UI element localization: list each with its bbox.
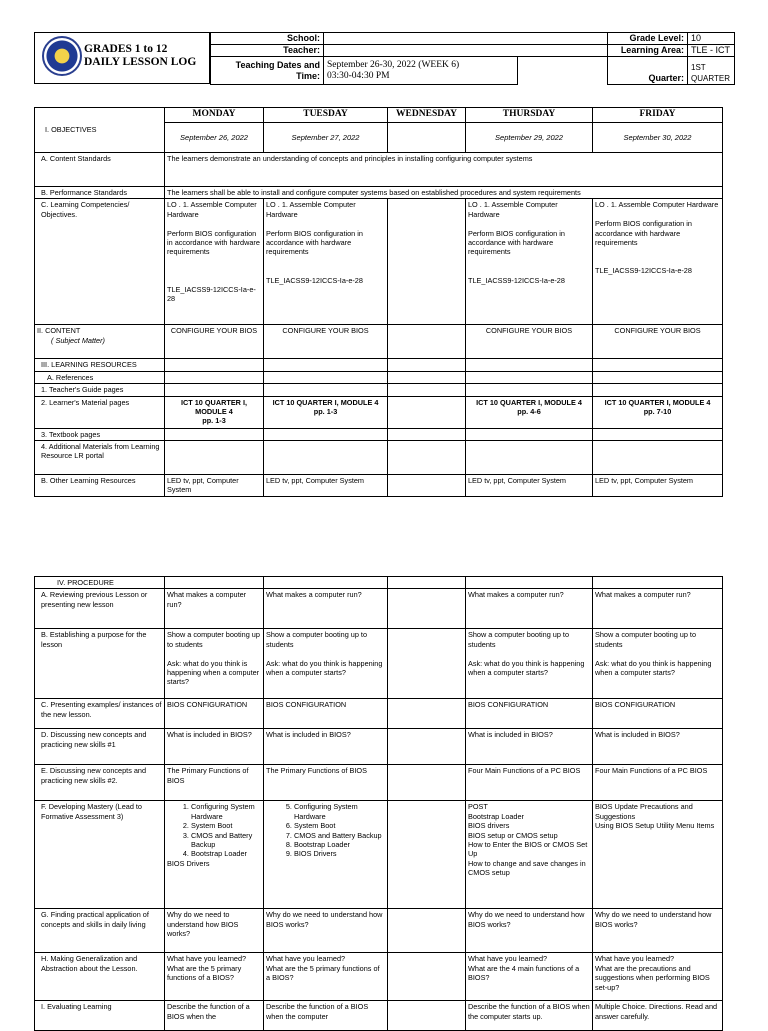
proc-i-friday: Multiple Choice. Directions. Read and answer carefully.: [593, 1001, 723, 1031]
proc-c-label: C. Presenting examples/ instances of the new lesson.: [35, 699, 165, 729]
proc-b-label: B. Establishing a purpose for the lesson: [35, 629, 165, 699]
proc-f-thursday: POST Bootstrap Loader BIOS drivers BIOS setup or CMOS setup How to Enter the BIOS or CMOS Set Up How to change and save changes in CMOS setup: [466, 801, 593, 909]
quarter-label: Quarter:: [608, 57, 688, 85]
list-item: 9. BIOS Drivers: [294, 849, 385, 858]
grade-value: 10: [688, 33, 735, 45]
proc-d-monday: What is included in BIOS?: [165, 729, 264, 765]
area-value: TLE - ICT: [688, 45, 735, 57]
day-wednesday: WEDNESDAY: [388, 108, 466, 123]
performance-standards-label: B. Performance Standards: [35, 187, 165, 199]
proc-c-thursday: BIOS CONFIGURATION: [466, 699, 593, 729]
school-label: School:: [211, 33, 324, 45]
doc-title: [84, 43, 196, 69]
list-item: 5. Configuring System Hardware: [294, 802, 385, 821]
proc-e-wednesday: [388, 765, 466, 801]
proc-g-wednesday: [388, 909, 466, 953]
proc-g-tuesday: Why do we need to understand how BIOS works?: [264, 909, 388, 953]
proc-b-friday: Show a computer booting up to students Ask: what do you think is happening when a computer starts?: [593, 629, 723, 699]
proc-g-thursday: Why do we need to understand how BIOS works?: [466, 909, 593, 953]
dates-label-2: Time:: [296, 70, 320, 81]
other-resources-label: B. Other Learning Resources: [35, 475, 165, 497]
date-wednesday: [388, 123, 466, 153]
proc-g-monday: Why do we need to understand how BIOS works?: [165, 909, 264, 953]
proc-c-friday: BIOS CONFIGURATION: [593, 699, 723, 729]
proc-i-wednesday: [388, 1001, 466, 1031]
competency-wednesday: [388, 199, 466, 325]
proc-h-label: H. Making Generalization and Abstraction about the Lesson.: [35, 953, 165, 1001]
content-tuesday: CONFIGURE YOUR BIOS: [264, 325, 388, 359]
materials-thursday: ICT 10 QUARTER I, MODULE 4 pp. 4-6: [466, 396, 593, 428]
list-item: 7. CMOS and Battery Backup: [294, 831, 385, 840]
day-tuesday: TUESDAY: [264, 108, 388, 123]
content-standards-text: The learners demonstrate an understanding of concepts and principles in installing configuring computer systems: [165, 153, 723, 187]
title-line-1: GRADES 1 to 12: [84, 43, 168, 55]
proc-b-tuesday: Show a computer booting up to students Ask: what do you think is happening when a computer starts?: [264, 629, 388, 699]
content-label-cell: [35, 325, 165, 359]
proc-i-thursday: Describe the function of a BIOS when the computer starts up.: [466, 1001, 593, 1031]
content-friday: CONFIGURE YOUR BIOS: [593, 325, 723, 359]
proc-d-thursday: What is included in BIOS?: [466, 729, 593, 765]
textbook-label: 3. Textbook pages: [35, 428, 165, 440]
proc-f-friday: BIOS Update Precautions and Suggestions Using BIOS Setup Utility Menu Items: [593, 801, 723, 909]
objectives-table: [34, 107, 723, 497]
competency-friday: LO . 1. Assemble Computer Hardware Perform BIOS configuration in accordance with hardware requirements TLE_IACSS9-12ICCS-Ia-e-28: [593, 199, 723, 325]
day-thursday: THURSDAY: [466, 108, 593, 123]
quarter-value: 1ST QUARTER: [688, 57, 735, 85]
list-item: 1. Configuring System Hardware: [191, 802, 261, 821]
proc-c-wednesday: [388, 699, 466, 729]
materials-label: 2. Learner's Material pages: [35, 396, 165, 428]
content-standards-label: A. Content Standards: [35, 153, 165, 187]
other-tuesday: LED tv, ppt, Computer System: [264, 475, 388, 497]
materials-friday: ICT 10 QUARTER I, MODULE 4 pp. 7-10: [593, 396, 723, 428]
teacher-value: [324, 45, 608, 57]
list-item: 3. CMOS and Battery Backup: [191, 831, 261, 850]
competency-monday: LO . 1. Assemble Computer Hardware Perform BIOS configuration in accordance with hardware requirements TLE_IACSS9-12ICCS-Ia-e-28: [165, 199, 264, 325]
proc-f-label: F. Developing Mastery (Lead to Formative Assessment 3): [35, 801, 165, 909]
dates-label: [211, 57, 324, 85]
title-line-2: DAILY LESSON LOG: [84, 56, 197, 68]
proc-h-friday: What have you learned? What are the precautions and suggestions when performing BIOS set-up?: [593, 953, 723, 1001]
other-friday: LED tv, ppt, Computer System: [593, 475, 723, 497]
competencies-label: C. Learning Competencies/ Objectives.: [35, 199, 165, 325]
dates-value-2: 03:30-04:30 PM: [327, 70, 390, 81]
proc-d-wednesday: [388, 729, 466, 765]
content-thursday: CONFIGURE YOUR BIOS: [466, 325, 593, 359]
content-monday: CONFIGURE YOUR BIOS: [165, 325, 264, 359]
proc-i-monday: Describe the function of a BIOS when the: [165, 1001, 264, 1031]
proc-d-label: D. Discussing new concepts and practicing new skills #1: [35, 729, 165, 765]
performance-standards-text: The learners shall be able to install and configure computer systems based on established procedures and system requirements: [165, 187, 723, 199]
proc-d-tuesday: What is included in BIOS?: [264, 729, 388, 765]
proc-b-monday: Show a computer booting up to students Ask: what do you think is happening when a computer starts?: [165, 629, 264, 699]
content-label: II. CONTENT: [37, 326, 81, 336]
tuesday-mastery-list: [266, 802, 385, 858]
proc-i-label: I. Evaluating Learning: [35, 1001, 165, 1031]
list-item: 2. System Boot: [191, 821, 261, 830]
proc-g-label: G. Finding practical application of concepts and skills in daily living: [35, 909, 165, 953]
proc-a-monday: What makes a computer run?: [165, 589, 264, 629]
proc-i-tuesday: Describe the function of a BIOS when the computer: [264, 1001, 388, 1031]
proc-a-label: A. Reviewing previous Lesson or presenting new lesson: [35, 589, 165, 629]
proc-d-friday: What is included in BIOS?: [593, 729, 723, 765]
proc-a-tuesday: What makes a computer run?: [264, 589, 388, 629]
references-label: A. References: [35, 371, 165, 383]
resources-label: III. LEARNING RESOURCES: [35, 359, 165, 371]
competency-thursday: LO . 1. Assemble Computer Hardware Perform BIOS configuration in accordance with hardware requirements TLE_IACSS9-12ICCS-Ia-e-28: [466, 199, 593, 325]
dates-label-1: Teaching Dates and: [235, 59, 320, 70]
proc-h-monday: What have you learned? What are the 5 primary functions of a BIOS?: [165, 953, 264, 1001]
date-thursday: September 29, 2022: [466, 123, 593, 153]
proc-h-tuesday: What have you learned? What are the 5 primary functions of a BIOS?: [264, 953, 388, 1001]
materials-wednesday: [388, 396, 466, 428]
proc-e-monday: The Primary Functions of BIOS: [165, 765, 264, 801]
proc-f-tuesday: [264, 801, 388, 909]
monday-mastery-tail: BIOS Drivers: [167, 858, 210, 868]
dates-value: [324, 57, 518, 85]
other-thursday: LED tv, ppt, Computer System: [466, 475, 593, 497]
list-item: 4. Bootstrap Loader: [191, 849, 261, 858]
header-table: [210, 32, 735, 85]
area-label: Learning Area:: [608, 45, 688, 57]
proc-b-wednesday: [388, 629, 466, 699]
teacher-label: Teacher:: [211, 45, 324, 57]
objectives-label: I. OBJECTIVES: [35, 108, 165, 153]
list-item: 8. Bootstrap Loader: [294, 840, 385, 849]
competency-tuesday: LO . 1. Assemble Computer Hardware Perform BIOS configuration in accordance with hardware requirements TLE_IACSS9-12ICCS-Ia-e-28: [264, 199, 388, 325]
procedure-table: [34, 576, 723, 1031]
day-monday: MONDAY: [165, 108, 264, 123]
other-monday: LED tv, ppt, Computer System: [165, 475, 264, 497]
content-sublabel: ( Subject Matter): [51, 335, 105, 345]
school-value: [324, 33, 608, 45]
proc-e-thursday: Four Main Functions of a PC BIOS: [466, 765, 593, 801]
proc-h-thursday: What have you learned? What are the 4 main functions of a BIOS?: [466, 953, 593, 1001]
grade-label: Grade Level:: [608, 33, 688, 45]
proc-a-thursday: What makes a computer run?: [466, 589, 593, 629]
guide-label: 1. Teacher's Guide pages: [35, 384, 165, 396]
list-item: 6. System Boot: [294, 821, 385, 830]
proc-h-wednesday: [388, 953, 466, 1001]
proc-e-tuesday: The Primary Functions of BIOS: [264, 765, 388, 801]
proc-e-label: E. Discussing new concepts and practicing new skills #2.: [35, 765, 165, 801]
other-wednesday: [388, 475, 466, 497]
date-friday: September 30, 2022: [593, 123, 723, 153]
date-monday: September 26, 2022: [165, 123, 264, 153]
additional-label: 4. Additional Materials from Learning Resource LR portal: [35, 441, 165, 475]
date-tuesday: September 27, 2022: [264, 123, 388, 153]
proc-f-wednesday: [388, 801, 466, 909]
materials-tuesday: ICT 10 QUARTER I, MODULE 4 pp. 1-3: [264, 396, 388, 428]
proc-a-friday: What makes a computer run?: [593, 589, 723, 629]
dates-value-1: September 26-30, 2022 (WEEK 6): [327, 59, 460, 70]
day-friday: FRIDAY: [593, 108, 723, 123]
proc-c-monday: BIOS CONFIGURATION: [165, 699, 264, 729]
proc-f-monday: [165, 801, 264, 909]
proc-a-wednesday: [388, 589, 466, 629]
proc-c-tuesday: BIOS CONFIGURATION: [264, 699, 388, 729]
deped-seal-icon: [42, 36, 82, 76]
proc-e-friday: Four Main Functions of a PC BIOS: [593, 765, 723, 801]
proc-b-thursday: Show a computer booting up to students Ask: what do you think is happening when a computer starts?: [466, 629, 593, 699]
procedure-label: IV. PROCEDURE: [35, 577, 165, 589]
monday-mastery-list: [167, 802, 261, 858]
materials-monday: ICT 10 QUARTER I, MODULE 4 pp. 1-3: [165, 396, 264, 428]
content-wednesday: [388, 325, 466, 359]
proc-g-friday: Why do we need to understand how BIOS works?: [593, 909, 723, 953]
